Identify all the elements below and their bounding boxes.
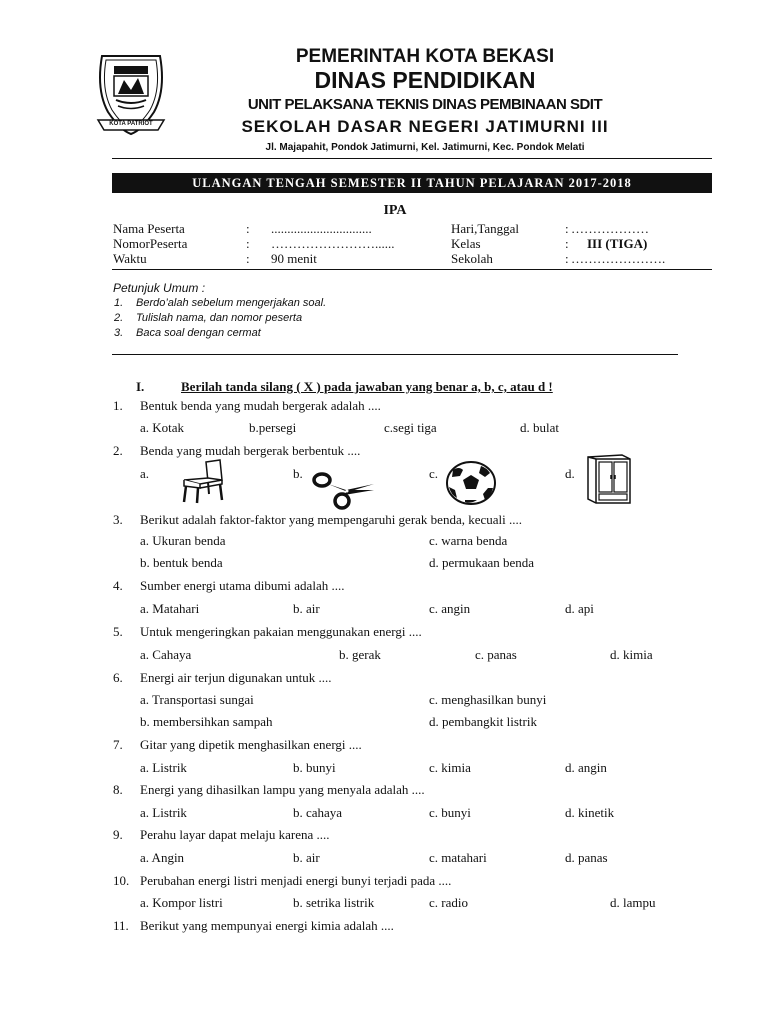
answer-option[interactable]: b. bunyi	[293, 760, 336, 775]
info-name-sep: :	[246, 221, 250, 236]
answer-option[interactable]: d. kimia	[610, 647, 653, 662]
question-text: Energi yang dihasilkan lampu yang menyala adalah ....	[140, 782, 425, 797]
answer-option[interactable]: a. Ukuran benda	[140, 533, 226, 548]
answer-option[interactable]: a.	[140, 466, 150, 481]
info-class-label: Kelas	[451, 236, 481, 251]
instruction-1-text: Berdo’alah sebelum mengerjakan soal.	[136, 297, 327, 309]
question-text: Energi air terjun digunakan untuk ....	[140, 670, 332, 685]
answer-option[interactable]: d. api	[565, 601, 594, 616]
answer-option[interactable]: c. angin	[429, 601, 471, 616]
answer-option[interactable]: d.	[565, 466, 575, 481]
subject-title: IPA	[383, 203, 407, 218]
info-name-label: Nama Peserta	[113, 221, 185, 236]
wardrobe-icon[interactable]	[584, 453, 634, 505]
question-number: 4.	[113, 578, 123, 593]
question-number: 6.	[113, 670, 123, 685]
instructions-title: Petunjuk Umum :	[113, 281, 206, 295]
answer-option[interactable]: d. bulat	[520, 420, 559, 435]
answer-option[interactable]: b. air	[293, 850, 320, 865]
question-number: 5.	[113, 624, 123, 639]
answer-option[interactable]: a. Matahari	[140, 601, 200, 616]
question-text: Perubahan energi listri menjadi energi bunyi terjadi pada ....	[140, 873, 452, 888]
answer-option[interactable]: a. Angin	[140, 850, 185, 865]
info-number-value: ……………………......	[271, 236, 395, 251]
question-number: 8.	[113, 782, 123, 797]
info-class-value: III (TIGA)	[587, 236, 648, 251]
answer-option[interactable]: d. permukaan benda	[429, 555, 535, 570]
answer-option[interactable]: c. warna benda	[429, 533, 508, 548]
answer-option[interactable]: b. cahaya	[293, 805, 343, 820]
info-date-value: ………………	[571, 221, 649, 236]
info-number-label: NomorPeserta	[113, 236, 188, 251]
info-time-sep: :	[246, 251, 250, 266]
city-logo	[92, 50, 170, 136]
answer-option[interactable]: c.segi tiga	[384, 420, 437, 435]
question-number: 11.	[113, 918, 129, 933]
info-school-value: ………………….	[571, 251, 666, 266]
instruction-2-num: 2.	[114, 312, 124, 324]
answer-option[interactable]: c. panas	[475, 647, 517, 662]
question-number: 1.	[113, 398, 123, 413]
answer-option[interactable]: d. pembangkit listrik	[429, 714, 537, 729]
answer-option[interactable]: b. gerak	[339, 647, 381, 662]
info-divider	[112, 269, 712, 270]
exam-banner	[112, 173, 712, 193]
answer-option[interactable]: c. radio	[429, 895, 468, 910]
info-school-sep: :	[565, 251, 569, 266]
header-unit: UNIT PELAKSANA TEKNIS DINAS PEMBINAAN SDIT	[247, 96, 603, 113]
answer-option[interactable]: b. setrika listrik	[293, 895, 375, 910]
header-agency: DINAS PENDIDIKAN	[314, 67, 536, 93]
answer-option[interactable]: b.persegi	[249, 420, 297, 435]
logo-text: KOTA PATRIOT	[109, 121, 153, 127]
question-number: 7.	[113, 737, 123, 752]
question-text: Berikut yang mempunyai energi kimia adalah ....	[140, 918, 394, 933]
info-number-sep: :	[246, 236, 250, 251]
answer-option[interactable]: b. membersihkan sampah	[140, 714, 273, 729]
info-school-label: Sekolah	[451, 251, 493, 266]
question-text: Bentuk benda yang mudah bergerak adalah ....	[140, 398, 381, 413]
answer-option[interactable]: d. lampu	[610, 895, 656, 910]
answer-option[interactable]: b. bentuk benda	[140, 555, 223, 570]
section-number: I.	[136, 379, 145, 394]
question-text: Untuk mengeringkan pakaian menggunakan energi ....	[140, 624, 422, 639]
instruction-3-text: Baca soal dengan cermat	[136, 327, 261, 339]
question-text: Sumber energi utama dibumi adalah ....	[140, 578, 345, 593]
info-class-sep: :	[565, 236, 569, 251]
info-date-label: Hari,Tanggal	[451, 221, 520, 236]
answer-option[interactable]: c. matahari	[429, 850, 487, 865]
info-time-label: Waktu	[113, 251, 147, 266]
instruction-1-num: 1.	[114, 297, 124, 309]
info-time-value: 90 menit	[271, 251, 317, 266]
answer-option[interactable]: c. menghasilkan bunyi	[429, 692, 547, 707]
answer-option[interactable]: d. panas	[565, 850, 608, 865]
question-text: Berikut adalah faktor-faktor yang mempengaruhi gerak benda, kecuali ....	[140, 512, 523, 527]
question-text: Perahu layar dapat melaju karena ....	[140, 827, 330, 842]
header-address: Jl. Majapahit, Pondok Jatimurni, Kel. Jatimurni, Kec. Pondok Melati	[265, 142, 585, 153]
info-name-value: ...............................	[271, 221, 372, 236]
answer-option[interactable]: a. Listrik	[140, 760, 187, 775]
answer-option[interactable]: c.	[429, 466, 439, 481]
question-number: 10.	[113, 873, 130, 888]
question-text: Gitar yang dipetik menghasilkan energi ....	[140, 737, 362, 752]
chair-icon[interactable]	[178, 458, 232, 504]
answer-option[interactable]: a. Kompor listri	[140, 895, 223, 910]
header-school: SEKOLAH DASAR NEGERI JATIMURNI III	[241, 117, 609, 136]
header-divider	[112, 158, 712, 159]
answer-option[interactable]: a. Cahaya	[140, 647, 192, 662]
answer-option[interactable]: d. kinetik	[565, 805, 615, 820]
question-number: 3.	[113, 512, 123, 527]
answer-option[interactable]: c. kimia	[429, 760, 471, 775]
question-number: 2.	[113, 443, 123, 458]
answer-option[interactable]: a. Listrik	[140, 805, 187, 820]
instruction-2-text: Tulislah nama, dan nomor peserta	[136, 312, 303, 324]
answer-option[interactable]: d. angin	[565, 760, 607, 775]
instructions-divider	[112, 354, 678, 355]
answer-option[interactable]: a. Transportasi sungai	[140, 692, 254, 707]
question-number: 9.	[113, 827, 123, 842]
section-title: Berilah tanda silang ( X ) pada jawaban yang benar a, b, c, atau d !	[181, 379, 553, 394]
exam-banner-text: ULANGAN TENGAH SEMESTER II TAHUN PELAJARAN 2017-2018	[192, 176, 632, 190]
scissors-icon[interactable]	[312, 468, 376, 510]
answer-option[interactable]: b. air	[293, 601, 320, 616]
header-government: PEMERINTAH KOTA BEKASI	[295, 46, 555, 67]
question-text: Benda yang mudah bergerak berbentuk ....	[140, 443, 361, 458]
answer-option[interactable]: b.	[293, 466, 303, 481]
instruction-3-num: 3.	[114, 327, 124, 339]
answer-option[interactable]: c. bunyi	[429, 805, 471, 820]
answer-option[interactable]: a. Kotak	[140, 420, 185, 435]
soccer-ball-icon[interactable]	[445, 460, 497, 506]
info-date-sep: :	[565, 221, 569, 236]
